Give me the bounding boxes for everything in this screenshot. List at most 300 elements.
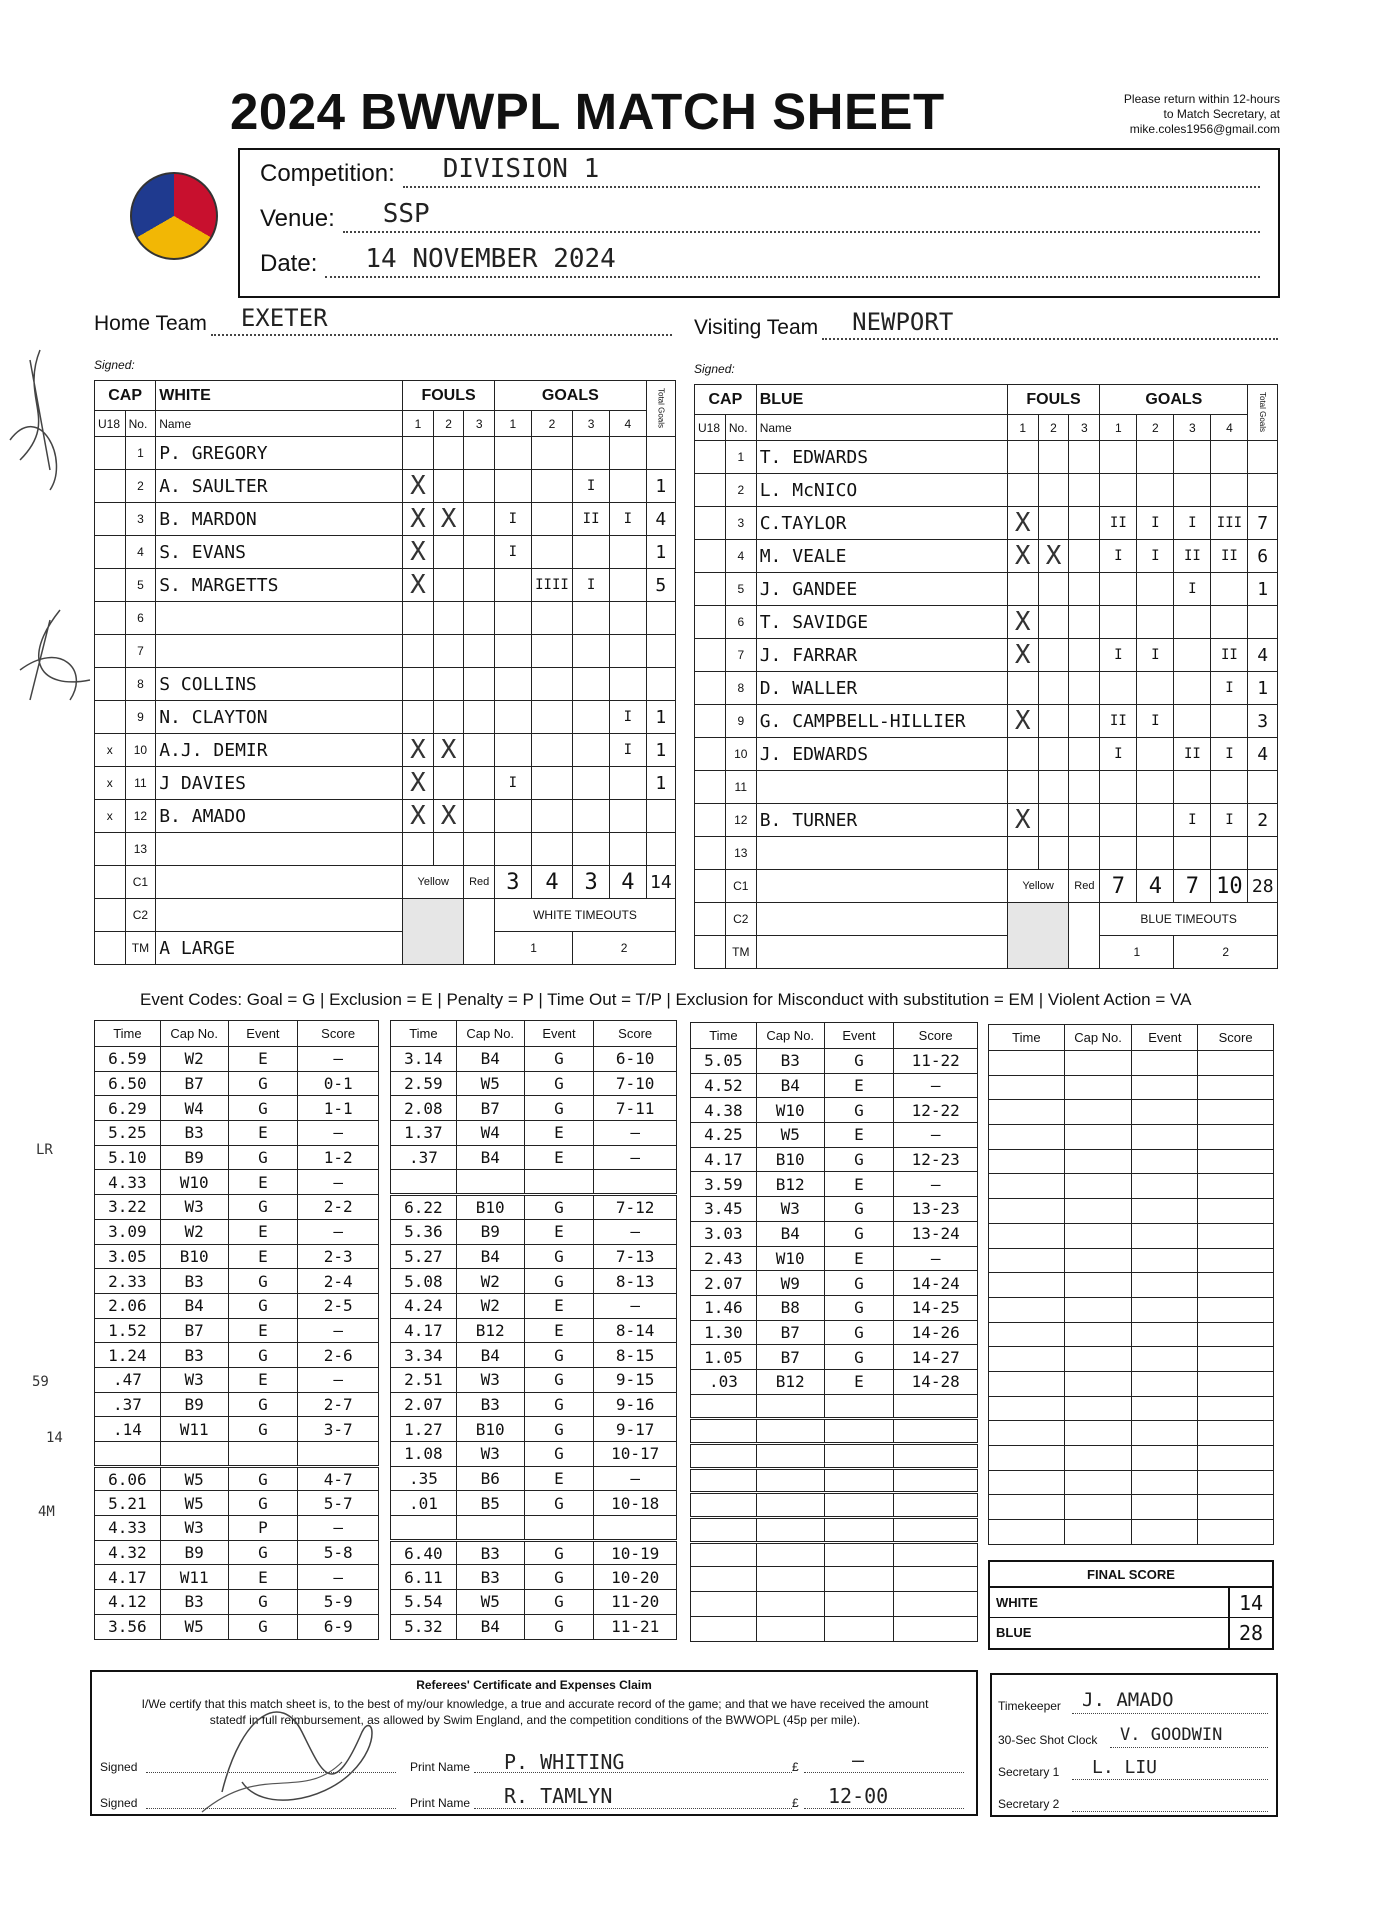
goals-q3 [573, 800, 610, 833]
event-cap: B12 [756, 1172, 824, 1197]
coach-1-label: C1 [125, 866, 156, 899]
total-goals: 1 [646, 734, 675, 767]
event-score: 8-13 [594, 1269, 677, 1294]
event-row [691, 1295, 978, 1320]
red-card-label: Red [1069, 870, 1100, 903]
goals-q2 [1137, 672, 1174, 705]
foul-3 [464, 734, 495, 767]
event-time [691, 1444, 757, 1469]
event-score: 2-7 [298, 1392, 379, 1417]
event-row [691, 1345, 978, 1370]
goals-q4 [1211, 705, 1248, 738]
event-code [824, 1592, 894, 1617]
total-goals: 3 [1248, 705, 1278, 738]
event-row [391, 1392, 677, 1417]
event-score: 5-7 [298, 1491, 379, 1516]
event-cap [1064, 1174, 1132, 1199]
event-score: 6-10 [594, 1047, 677, 1072]
event-cap: W9 [756, 1271, 824, 1296]
player-row [95, 701, 676, 734]
event-code [228, 1442, 298, 1467]
foul-1-header: 1 [1007, 415, 1038, 441]
event-time [989, 1322, 1065, 1347]
event-time: 2.43 [691, 1246, 757, 1271]
timekeeper-label: Timekeeper [998, 1699, 1061, 1713]
event-cap [756, 1567, 824, 1592]
event-row [391, 1219, 677, 1244]
event-code: G [524, 1442, 594, 1467]
home-signed-label: Signed: [94, 358, 135, 372]
event-score: — [298, 1565, 379, 1590]
foul-2 [433, 536, 464, 569]
event-time: 2.33 [95, 1269, 161, 1294]
event-time: 3.05 [95, 1244, 161, 1269]
timeout-1: 1 [494, 932, 572, 965]
goals-q1: I [494, 767, 531, 800]
event-time: 2.59 [391, 1071, 457, 1096]
event-score: 14-25 [894, 1295, 978, 1320]
goals-q4 [609, 635, 646, 668]
event-score: 6-9 [298, 1614, 379, 1639]
timeout-1: 1 [1100, 936, 1174, 969]
u18-marker: x [95, 800, 126, 833]
goals-q2 [531, 833, 573, 866]
foul-1: X [1007, 639, 1038, 672]
event-score: 10-19 [594, 1540, 677, 1565]
quarter-total-1: 3 [494, 866, 531, 899]
roster-header [95, 381, 676, 411]
event-score: — [298, 1318, 379, 1343]
event-score: — [894, 1073, 978, 1098]
cap-number: 8 [125, 668, 156, 701]
shotclock-value: V. GOODWIN [1120, 1725, 1223, 1745]
player-row [695, 474, 1278, 507]
event-score: — [594, 1293, 677, 1318]
event-cap: B6 [456, 1466, 524, 1491]
player-name: J. EDWARDS [756, 738, 1007, 771]
event-row [691, 1123, 978, 1148]
foul-3-header: 3 [464, 411, 495, 437]
event-cap [1064, 1495, 1132, 1520]
event-row [691, 1147, 978, 1172]
goals-q3: I [1174, 507, 1211, 540]
ref2-print-label: Print Name [410, 1796, 471, 1810]
event-score [1198, 1470, 1274, 1495]
player-name: A.J. DEMIR [156, 734, 403, 767]
event-cap: W10 [160, 1170, 228, 1195]
event-time [989, 1100, 1065, 1125]
event-score: 12-22 [894, 1098, 978, 1123]
date-value: 14 NOVEMBER 2024 [365, 244, 616, 274]
goals-q1 [1100, 771, 1137, 804]
foul-2 [433, 569, 464, 602]
coach-2-label: C2 [725, 903, 756, 936]
event-time: 6.11 [391, 1565, 457, 1590]
coach-2-row [95, 899, 676, 932]
event-score [1198, 1421, 1274, 1446]
event-cap: B9 [160, 1392, 228, 1417]
roster-header [695, 385, 1278, 415]
cap-number: 8 [725, 672, 756, 705]
event-code [1132, 1495, 1198, 1520]
event-time [989, 1125, 1065, 1150]
goals-q2 [1137, 474, 1174, 507]
event-time [989, 1347, 1065, 1372]
event-cap [1064, 1396, 1132, 1421]
competition-row [260, 154, 1260, 188]
player-row [695, 771, 1278, 804]
event-score [1198, 1248, 1274, 1273]
event-time: 4.32 [95, 1540, 161, 1565]
foul-1 [1007, 441, 1038, 474]
u18-marker: x [95, 734, 126, 767]
event-cap: B4 [160, 1293, 228, 1318]
event-row [95, 1219, 379, 1244]
venue-value: SSP [382, 199, 430, 229]
visiting-team-value: NEWPORT [852, 308, 954, 336]
event-row [989, 1322, 1274, 1347]
player-row [695, 705, 1278, 738]
event-score: 7-10 [594, 1071, 677, 1096]
event-code: G [228, 1096, 298, 1121]
goals-q4: I [609, 701, 646, 734]
player-row [95, 569, 676, 602]
event-score [894, 1493, 978, 1518]
foul-3 [1069, 441, 1100, 474]
foul-2 [1038, 738, 1069, 771]
event-code: E [228, 1367, 298, 1392]
foul-1 [1007, 573, 1038, 606]
foul-1: X [1007, 804, 1038, 837]
event-row [391, 1121, 677, 1146]
foul-1: X [403, 800, 434, 833]
event-row [691, 1369, 978, 1394]
event-cap: B12 [456, 1318, 524, 1343]
event-code [1132, 1051, 1198, 1076]
u18-marker [95, 833, 126, 866]
score-header: Score [1198, 1025, 1274, 1051]
goals-q2 [531, 734, 573, 767]
event-row [989, 1075, 1274, 1100]
event-code: E [228, 1219, 298, 1244]
event-score [1198, 1075, 1274, 1100]
cap-number: 5 [125, 569, 156, 602]
event-code: G [228, 1417, 298, 1442]
goals-q3: I [1174, 573, 1211, 606]
cap-number: 3 [725, 507, 756, 540]
player-name: B. AMADO [156, 800, 403, 833]
event-cap: W3 [456, 1442, 524, 1467]
event-score: 7-13 [594, 1244, 677, 1269]
event-time: 6.40 [391, 1540, 457, 1565]
event-cap: W3 [456, 1367, 524, 1392]
u18-marker [95, 866, 126, 899]
foul-2-header: 2 [1038, 415, 1069, 441]
goals-q2 [531, 536, 573, 569]
event-cap: B3 [756, 1049, 824, 1074]
secretary1-label: Secretary 1 [998, 1765, 1060, 1779]
event-time [989, 1520, 1065, 1545]
goals-q2 [1137, 804, 1174, 837]
goals-q2: I [1137, 705, 1174, 738]
event-cap [756, 1493, 824, 1518]
event-cap: B4 [456, 1244, 524, 1269]
cap-number: 10 [725, 738, 756, 771]
margin-note: 4M [38, 1504, 55, 1520]
event-cap: W2 [160, 1219, 228, 1244]
cap-number: 10 [125, 734, 156, 767]
event-time [691, 1518, 757, 1543]
foul-3 [1069, 738, 1100, 771]
total-goals: 1 [646, 470, 675, 503]
return-note-email: mike.coles1956@gmail.com [1129, 122, 1280, 136]
event-row [391, 1417, 677, 1442]
event-cap: W10 [756, 1246, 824, 1271]
event-row [391, 1466, 677, 1491]
goals-q1 [1100, 474, 1137, 507]
event-time [391, 1516, 457, 1541]
event-row [691, 1320, 978, 1345]
quarter-total-2: 4 [531, 866, 573, 899]
event-code [824, 1394, 894, 1419]
cap-number: 6 [125, 602, 156, 635]
goals-q1 [494, 668, 531, 701]
event-code: E [824, 1073, 894, 1098]
competition-box [238, 148, 1280, 298]
margin-signature-scribble [0, 340, 100, 740]
goals-q4 [1211, 771, 1248, 804]
timekeeper-value: J. AMADO [1082, 1689, 1174, 1711]
event-score: 14-24 [894, 1271, 978, 1296]
player-name: J. GANDEE [756, 573, 1007, 606]
event-score [1198, 1520, 1274, 1545]
event-code: G [524, 1096, 594, 1121]
event-score [298, 1442, 379, 1467]
foul-3 [464, 767, 495, 800]
player-name: B. TURNER [756, 804, 1007, 837]
quarter-total-2: 4 [1137, 870, 1174, 903]
total-goals [646, 800, 675, 833]
goals-q3 [1174, 639, 1211, 672]
event-cap: B7 [160, 1071, 228, 1096]
foul-2 [433, 668, 464, 701]
goals-q2 [531, 470, 573, 503]
player-row [695, 441, 1278, 474]
event-cap [1064, 1125, 1132, 1150]
fouls-header: FOULS [403, 381, 495, 411]
coach-1-row [695, 870, 1278, 903]
goals-q1 [494, 635, 531, 668]
event-score: 2-5 [298, 1293, 379, 1318]
event-time [989, 1149, 1065, 1174]
final-score-blue-value: 28 [1228, 1618, 1272, 1648]
foul-1 [403, 602, 434, 635]
event-time: .47 [95, 1367, 161, 1392]
u18-marker [695, 441, 726, 474]
goal-q1-header: 1 [494, 411, 531, 437]
event-time: .37 [95, 1392, 161, 1417]
event-header-row [95, 1021, 379, 1047]
event-score [894, 1518, 978, 1543]
event-code [1132, 1371, 1198, 1396]
event-cap [756, 1616, 824, 1641]
event-score: — [298, 1047, 379, 1072]
player-name: G. CAMPBELL-HILLIER [756, 705, 1007, 738]
foul-3 [464, 569, 495, 602]
goals-q4 [609, 833, 646, 866]
page-title: 2024 BWWPL MATCH SHEET [230, 83, 945, 140]
goals-q4: I [1211, 804, 1248, 837]
event-score [1198, 1322, 1274, 1347]
event-row [989, 1199, 1274, 1224]
player-row [95, 734, 676, 767]
goals-q1 [1100, 837, 1137, 870]
event-time: 2.06 [95, 1293, 161, 1318]
name-header: Name [156, 411, 403, 437]
goals-q2: I [1137, 540, 1174, 573]
ref1-signed-label: Signed [100, 1760, 138, 1774]
foul-1: X [403, 734, 434, 767]
goals-q4 [609, 767, 646, 800]
event-row [989, 1446, 1274, 1471]
event-code: G [524, 1195, 594, 1220]
event-cap: B4 [456, 1145, 524, 1170]
event-code [1132, 1125, 1198, 1150]
time-header: Time [989, 1025, 1065, 1051]
goals-q2 [1137, 771, 1174, 804]
team-colour-header: WHITE [156, 381, 403, 411]
event-code: G [524, 1614, 594, 1639]
team-colour-header: BLUE [756, 385, 1007, 415]
white-roster [94, 380, 676, 965]
event-code: E [228, 1565, 298, 1590]
event-row [95, 1367, 379, 1392]
goals-q1 [494, 602, 531, 635]
event-code: E [228, 1318, 298, 1343]
goals-q2 [531, 701, 573, 734]
event-row [691, 1567, 978, 1592]
event-code: E [824, 1123, 894, 1148]
event-time: 5.32 [391, 1614, 457, 1639]
return-note-line: Please return within 12-hours [1123, 92, 1280, 106]
event-score [1198, 1199, 1274, 1224]
event-code [1132, 1075, 1198, 1100]
event-cap: B4 [756, 1221, 824, 1246]
cap-header: CAP [695, 385, 757, 415]
event-cap [1064, 1149, 1132, 1174]
event-time: 2.08 [391, 1096, 457, 1121]
event-score [1198, 1051, 1274, 1076]
competition-label: Competition: [260, 160, 395, 187]
event-time: 6.06 [95, 1466, 161, 1491]
event-time: 4.33 [95, 1516, 161, 1541]
event-score: 9-17 [594, 1417, 677, 1442]
u18-marker [695, 705, 726, 738]
goals-q2: I [1137, 639, 1174, 672]
margin-note: LR [36, 1142, 53, 1158]
event-time: 1.05 [691, 1345, 757, 1370]
visiting-signed-label: Signed: [694, 362, 735, 376]
total-goals [1248, 441, 1278, 474]
goals-q4: I [1211, 738, 1248, 771]
shotclock-label: 30-Sec Shot Clock [998, 1733, 1098, 1747]
event-header-row [691, 1023, 978, 1049]
goals-q1 [1100, 573, 1137, 606]
event-row [989, 1495, 1274, 1520]
event-row [95, 1540, 379, 1565]
event-cap [1064, 1223, 1132, 1248]
foul-3 [1069, 507, 1100, 540]
final-score-white-row [990, 1588, 1272, 1618]
event-time: 5.21 [95, 1491, 161, 1516]
event-score: 13-23 [894, 1197, 978, 1222]
event-header: Event [228, 1021, 298, 1047]
event-cap: W11 [160, 1417, 228, 1442]
event-row [391, 1318, 677, 1343]
event-score: 9-16 [594, 1392, 677, 1417]
event-row [691, 1468, 978, 1493]
event-score [1198, 1174, 1274, 1199]
foul-3 [464, 602, 495, 635]
foul-1 [403, 833, 434, 866]
foul-2 [1038, 474, 1069, 507]
event-cap [756, 1444, 824, 1469]
event-time: 5.05 [691, 1049, 757, 1074]
goals-q3: II [1174, 738, 1211, 771]
event-code: G [524, 1071, 594, 1096]
event-row [391, 1516, 677, 1541]
total-goals-header: Total Goals [1248, 385, 1278, 441]
event-time: 5.08 [391, 1269, 457, 1294]
final-score-white-value: 14 [1228, 1588, 1272, 1617]
foul-1 [1007, 474, 1038, 507]
ref2-pound: £ [792, 1796, 799, 1810]
final-score-blue-row [990, 1618, 1272, 1648]
foul-2 [433, 470, 464, 503]
event-row [95, 1121, 379, 1146]
event-cap: B10 [160, 1244, 228, 1269]
event-score: 10-20 [594, 1565, 677, 1590]
goals-q3 [1174, 705, 1211, 738]
player-name [156, 833, 403, 866]
event-row [989, 1125, 1274, 1150]
event-score [1198, 1371, 1274, 1396]
goals-q3 [573, 833, 610, 866]
event-row [391, 1367, 677, 1392]
total-goals [646, 635, 675, 668]
event-row [691, 1098, 978, 1123]
goals-q1 [494, 734, 531, 767]
event-score: 3-7 [298, 1417, 379, 1442]
cap-no-header: Cap No. [756, 1023, 824, 1049]
u18-marker [695, 771, 726, 804]
event-cap: B4 [456, 1343, 524, 1368]
goals-q1: I [494, 503, 531, 536]
event-row [391, 1590, 677, 1615]
total-goals: 7 [1248, 507, 1278, 540]
foul-3 [1069, 474, 1100, 507]
event-time: 6.22 [391, 1195, 457, 1220]
goals-q2 [531, 602, 573, 635]
event-row [691, 1246, 978, 1271]
goals-q3: II [573, 503, 610, 536]
event-time: 5.25 [95, 1121, 161, 1146]
player-row [95, 437, 676, 470]
cap-number: 12 [125, 800, 156, 833]
event-log-2 [390, 1020, 677, 1640]
event-score: 0-1 [298, 1071, 379, 1096]
goals-q3 [573, 767, 610, 800]
